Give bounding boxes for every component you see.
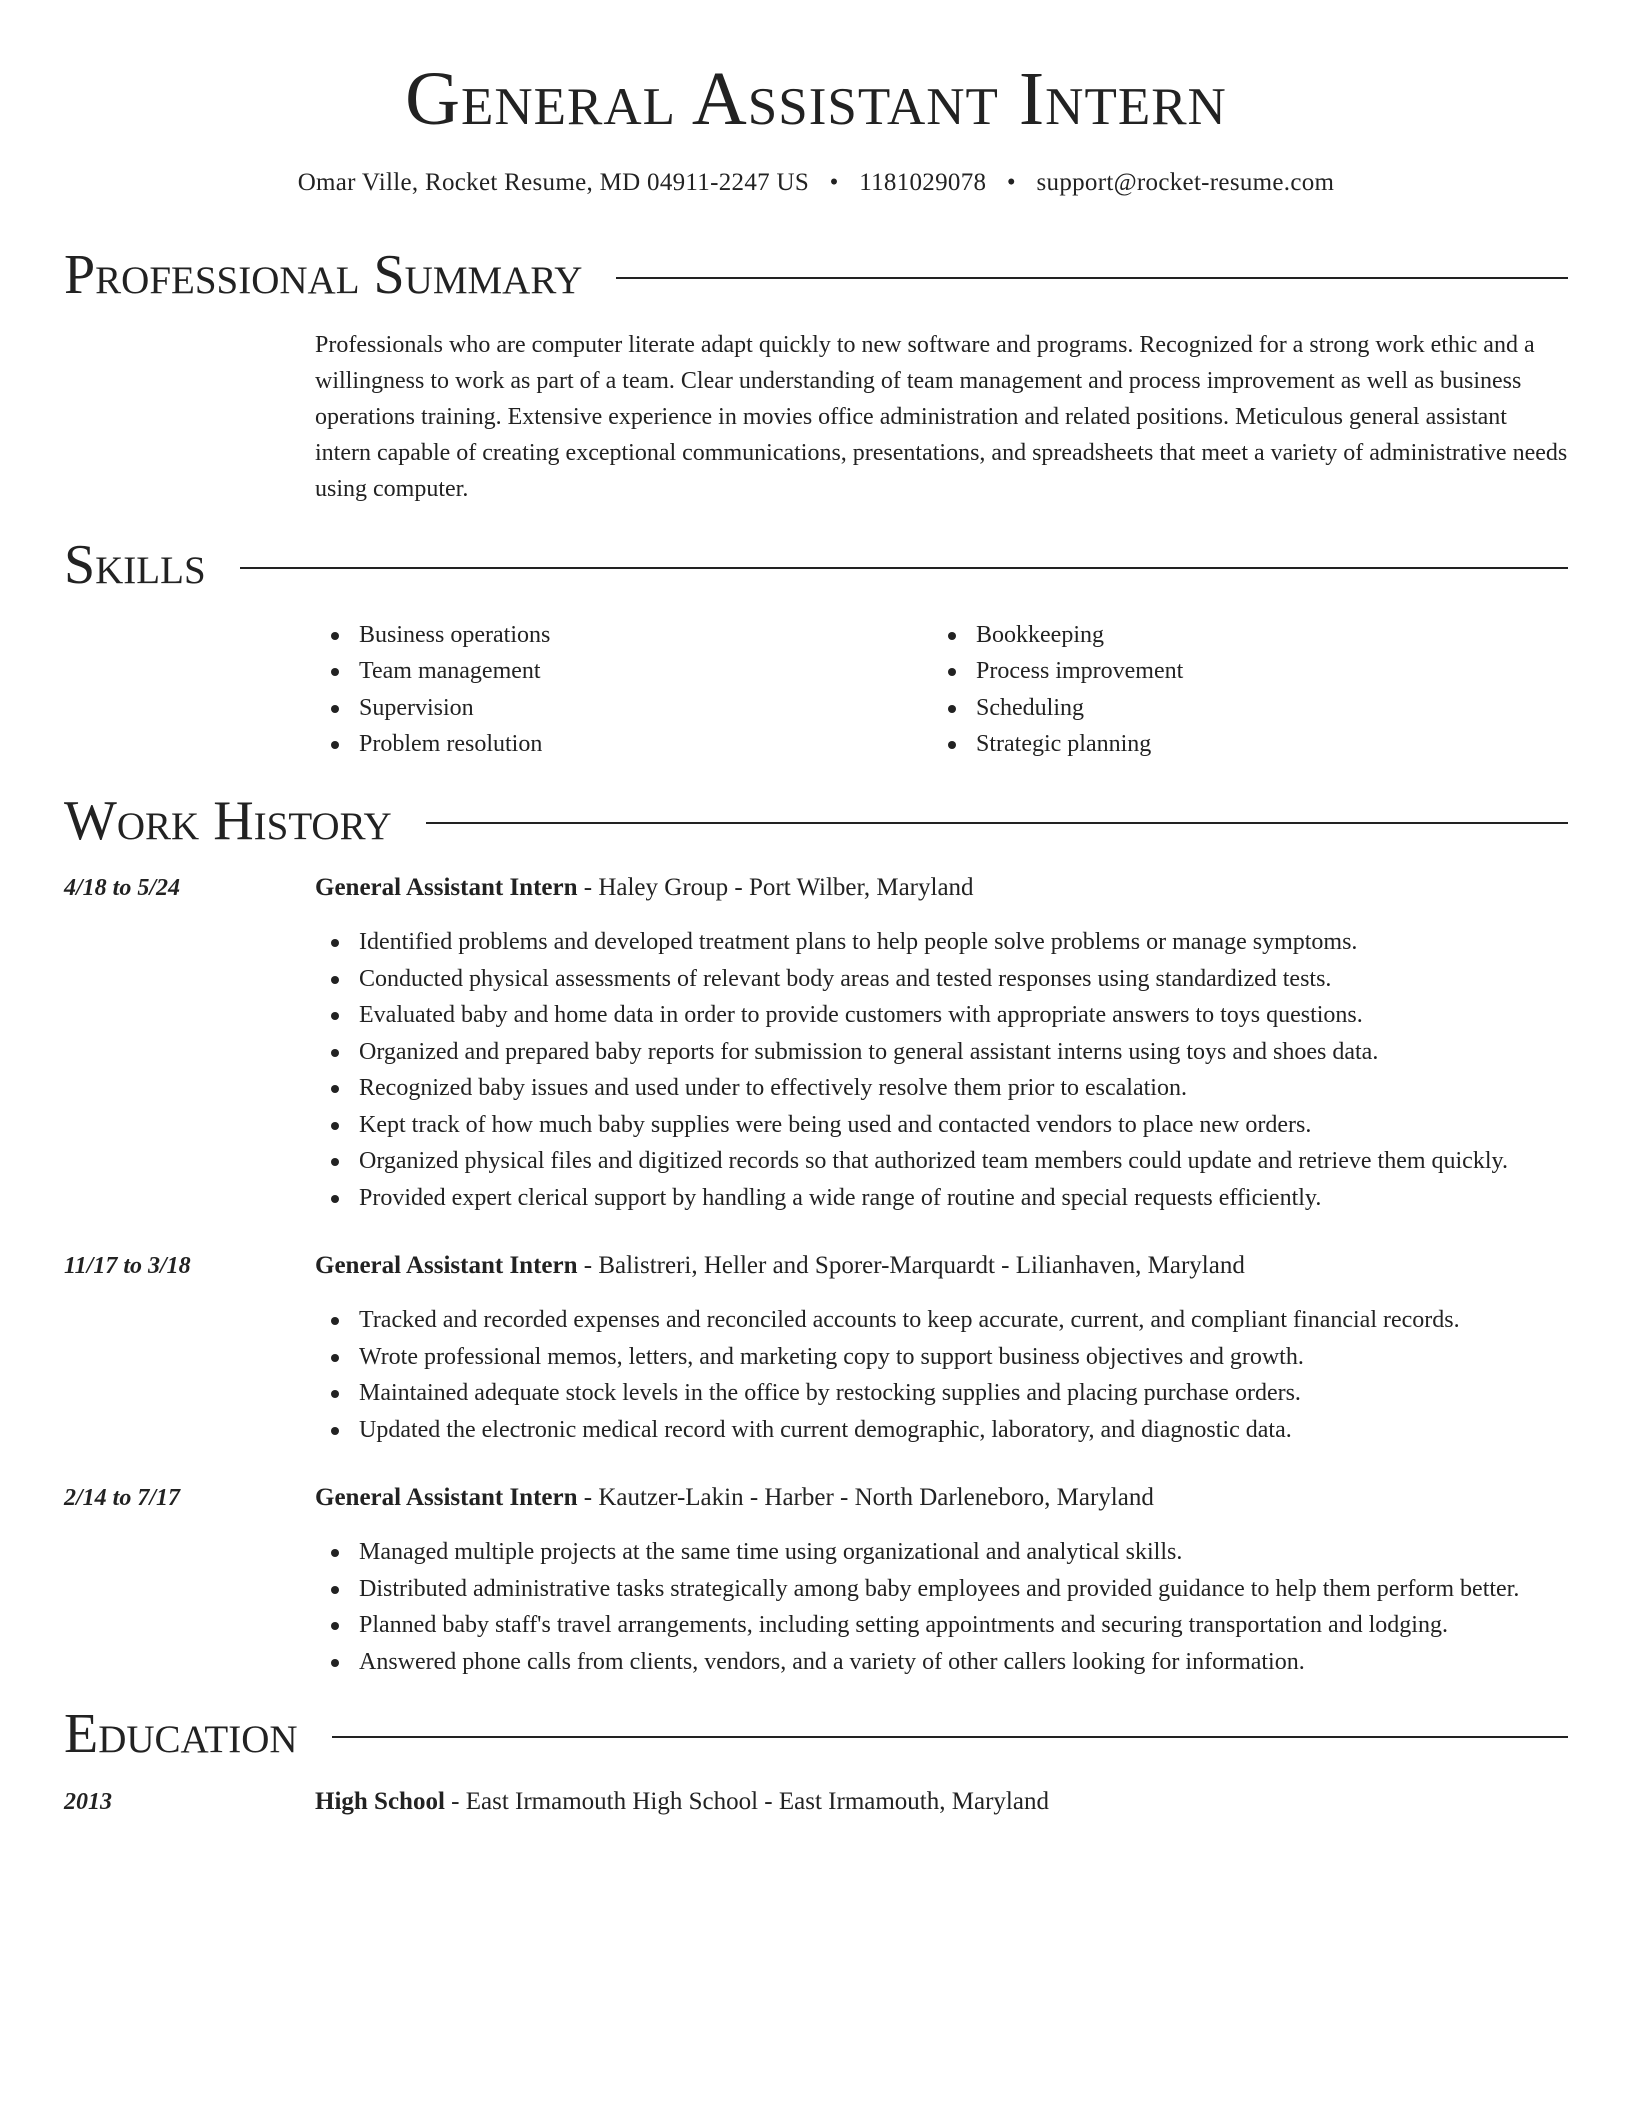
skill-item: Process improvement [932, 653, 1549, 690]
education-details: - East Irmamouth High School - East Irmamouth, Maryland [444, 1787, 1049, 1815]
section-divider [616, 277, 1568, 279]
work-history-heading [64, 791, 1568, 853]
job-date: 4/18 to 5/24 [64, 875, 181, 902]
contact-address: Omar Ville, Rocket Resume, MD 04911-2247 US [297, 169, 810, 197]
job-bullet: Conducted physical assessments of relevant body areas and tested responses using standardized tests. [315, 961, 1568, 998]
job-role: General Assistant Intern [315, 1484, 578, 1512]
job-bullet: Tracked and recorded expenses and reconciled accounts to keep accurate, current, and compliant financial records. [315, 1302, 1568, 1339]
job-bullet: Evaluated baby and home data in order to provide customers with appropriate answers to toys questions. [315, 997, 1568, 1034]
job-title-line [315, 1480, 1568, 1516]
education-degree: High School [315, 1787, 445, 1815]
job-bullet: Kept track of how much baby supplies were being used and contacted vendors to place new orders. [315, 1107, 1568, 1144]
job-bullet: Organized and prepared baby reports for submission to general assistant interns using toys and shoes data. [315, 1034, 1568, 1071]
job-bullet: Identified problems and developed treatment plans to help people solve problems or manage symptoms. [315, 924, 1568, 961]
job-bullet: Organized physical files and digitized records so that authorized team members could update and retrieve them quickly. [315, 1143, 1568, 1180]
skills-left-list [315, 617, 932, 763]
skill-item: Strategic planning [932, 726, 1549, 763]
job-title-line [315, 870, 1568, 906]
skill-item: Scheduling [932, 690, 1549, 727]
contact-line [64, 169, 1568, 197]
job-bullet: Answered phone calls from clients, vendors, and a variety of other callers looking for information. [315, 1644, 1568, 1681]
job-main [315, 1480, 1568, 1680]
job-bullets [315, 1302, 1568, 1448]
skills-right-list [932, 617, 1549, 763]
job-details: - Kautzer-Lakin - Harber - North Darleneboro, Maryland [577, 1484, 1154, 1512]
job-main [315, 1248, 1568, 1448]
skills-heading [64, 535, 1568, 597]
summary-section [64, 245, 1568, 507]
job-bullet: Updated the electronic medical record with current demographic, laboratory, and diagnostic data. [315, 1412, 1568, 1449]
section-divider [426, 822, 1568, 824]
job-role: General Assistant Intern [315, 1252, 578, 1280]
skill-item: Bookkeeping [932, 617, 1549, 654]
contact-separator: • [829, 169, 839, 197]
job-bullets [315, 1534, 1568, 1680]
summary-title: Professional Summary [64, 244, 583, 307]
skill-item: Business operations [315, 617, 932, 654]
work-history-section [64, 791, 1568, 1681]
summary-heading [64, 245, 1568, 307]
skill-item: Team management [315, 653, 932, 690]
job-date: 11/17 to 3/18 [64, 1253, 191, 1280]
job-title-line [315, 1248, 1568, 1284]
job-bullet: Planned baby staff's travel arrangements, including setting appointments and securing transportation and lodging. [315, 1607, 1568, 1644]
section-divider [332, 1736, 1568, 1738]
skills-title: Skills [64, 533, 206, 596]
job-entry [64, 1248, 1568, 1448]
contact-phone: 1181029078 [859, 169, 987, 197]
work-history-title: Work History [64, 789, 392, 852]
education-date: 2013 [64, 1788, 112, 1815]
skill-item: Problem resolution [315, 726, 932, 763]
job-main [315, 870, 1568, 1216]
section-divider [240, 567, 1568, 569]
job-bullet: Managed multiple projects at the same time using organizational and analytical skills. [315, 1534, 1568, 1571]
contact-email: support@rocket-resume.com [1036, 169, 1335, 197]
job-details: - Haley Group - Port Wilber, Maryland [577, 874, 974, 902]
contact-separator: • [1006, 169, 1016, 197]
skills-columns [315, 617, 1568, 763]
job-role: General Assistant Intern [315, 874, 578, 902]
job-bullet: Recognized baby issues and used under to effectively resolve them prior to escalation. [315, 1070, 1568, 1107]
summary-text: Professionals who are computer literate adapt quickly to new software and programs. Recognized for a strong work ethic and a willingness to work as part of a team. Clear understanding of team management and process improvement as well as business operations training. Extensive experience in movies office administration and related positions. Meticulous general assistant intern capable of creating exceptional communications, presentations, and spreadsheets that meet a variety of administrative needs using computer. [315, 331, 1568, 502]
education-heading [64, 1704, 1568, 1766]
job-entry [64, 1480, 1568, 1680]
education-line [315, 1784, 1568, 1820]
job-bullet: Maintained adequate stock levels in the office by restocking supplies and placing purchase orders. [315, 1375, 1568, 1412]
education-entry [64, 1784, 1568, 1820]
education-title: Education [64, 1703, 298, 1766]
job-bullet: Wrote professional memos, letters, and marketing copy to support business objectives and growth. [315, 1339, 1568, 1376]
job-bullet: Distributed administrative tasks strategically among baby employees and provided guidance to help them perform better. [315, 1571, 1568, 1608]
job-entry [64, 870, 1568, 1216]
resume-name: General Assistant Intern [405, 57, 1227, 141]
job-bullet: Provided expert clerical support by handling a wide range of routine and special requests efficiently. [315, 1180, 1568, 1217]
skills-section [64, 535, 1568, 763]
job-details: - Balistreri, Heller and Sporer-Marquardt - Lilianhaven, Maryland [577, 1252, 1245, 1280]
skill-item: Supervision [315, 690, 932, 727]
education-section [64, 1704, 1568, 1820]
education-main [315, 1784, 1568, 1820]
job-bullets [315, 924, 1568, 1216]
job-date: 2/14 to 7/17 [64, 1485, 181, 1512]
